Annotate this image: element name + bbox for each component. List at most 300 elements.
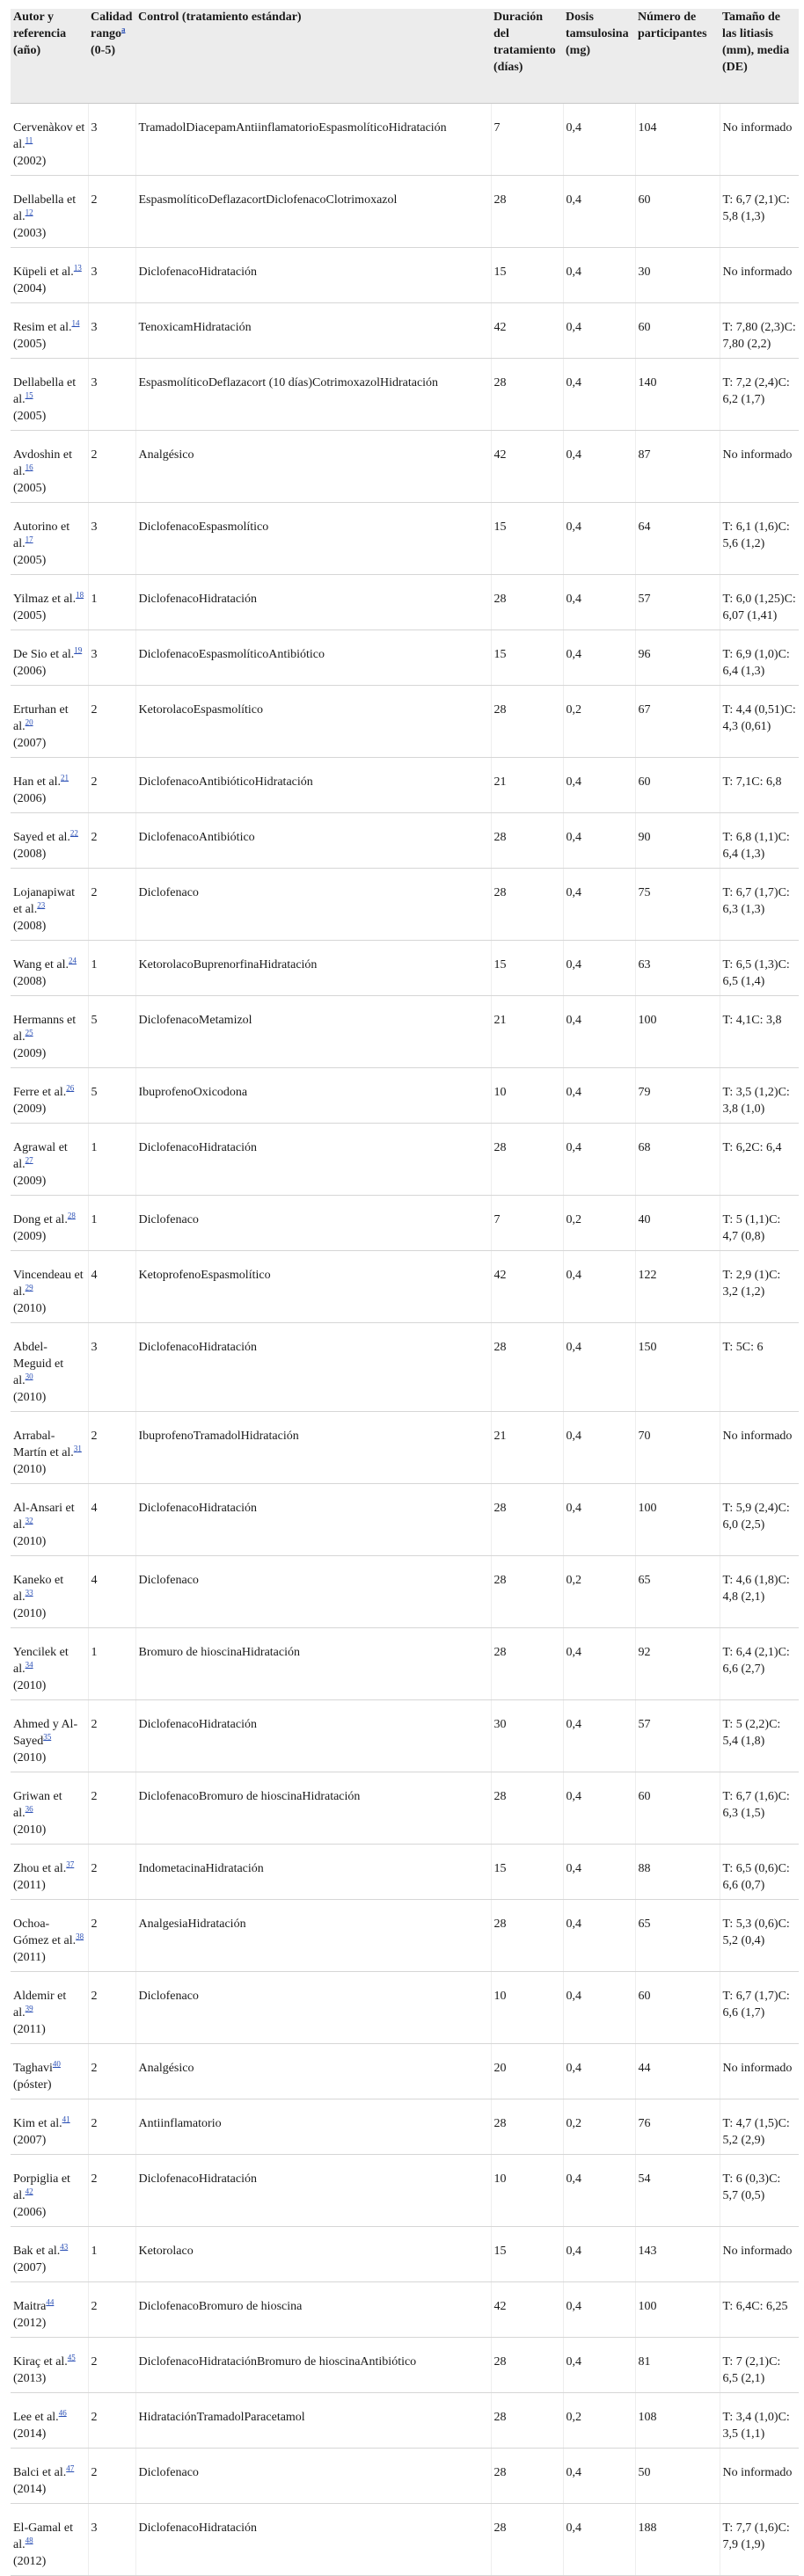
cell-participants: 100 bbox=[635, 2282, 720, 2338]
cell-duration: 28 bbox=[491, 686, 563, 758]
cell-control: DiclofenacoMetamizol bbox=[135, 996, 491, 1068]
table-row bbox=[11, 303, 799, 359]
cell-quality: 1 bbox=[88, 1124, 135, 1196]
reference-link[interactable]: 44 bbox=[46, 2297, 55, 2307]
cell-stone-size: T: 6,7 (2,1)C: 5,8 (1,3) bbox=[720, 176, 799, 248]
cell-quality: 2 bbox=[88, 869, 135, 941]
header-stone-size: Tamaño de las litiasis (mm), media (DE) bbox=[720, 9, 799, 104]
cell-quality: 2 bbox=[88, 2282, 135, 2338]
cell-duration: 28 bbox=[491, 575, 563, 630]
cell-participants: 40 bbox=[635, 1196, 720, 1251]
cell-duration: 7 bbox=[491, 104, 563, 176]
cell-dose: 0,4 bbox=[563, 2449, 635, 2504]
cell-author: Sayed et al.$^{22}$ (2008) bbox=[11, 813, 88, 869]
cell-author: Autorino et al.$^{17}$ (2005) bbox=[11, 503, 88, 575]
cell-dose: 0,4 bbox=[563, 2155, 635, 2227]
cell-author: Balci et al.$^{47}$ (2014) bbox=[11, 2449, 88, 2504]
cell-participants: 44 bbox=[635, 2044, 720, 2099]
table-row bbox=[11, 176, 799, 248]
cell-duration: 28 bbox=[491, 2504, 563, 2576]
cell-dose: 0,4 bbox=[563, 1068, 635, 1124]
table-row bbox=[11, 1556, 799, 1628]
cell-participants: 96 bbox=[635, 630, 720, 686]
cell-control: DiclofenacoHidrataciónBromuro de hioscinaAntibiótico bbox=[135, 2338, 491, 2393]
cell-duration: 30 bbox=[491, 1700, 563, 1772]
cell-duration: 28 bbox=[491, 359, 563, 431]
cell-author: El-Gamal et al.$^{48}$ (2012) bbox=[11, 2504, 88, 2576]
cell-stone-size: T: 6,4 (2,1)C: 6,6 (2,7) bbox=[720, 1628, 799, 1700]
reference-link[interactable]: 27 bbox=[25, 1155, 33, 1165]
cell-duration: 28 bbox=[491, 2393, 563, 2449]
cell-stone-size: T: 4,6 (1,8)C: 4,8 (2,1) bbox=[720, 1556, 799, 1628]
table-row bbox=[11, 1251, 799, 1323]
table-row bbox=[11, 575, 799, 630]
cell-stone-size: T: 6,7 (1,7)C: 6,3 (1,3) bbox=[720, 869, 799, 941]
reference-link[interactable]: 26 bbox=[66, 1083, 75, 1093]
cell-dose: 0,4 bbox=[563, 2504, 635, 2576]
cell-stone-size: T: 7,7 (1,6)C: 7,9 (1,9) bbox=[720, 2504, 799, 2576]
table-row bbox=[11, 2393, 799, 2449]
cell-control: Diclofenaco bbox=[135, 1972, 491, 2044]
table-row bbox=[11, 2099, 799, 2155]
cell-quality: 4 bbox=[88, 1251, 135, 1323]
reference-link[interactable]: 43 bbox=[60, 2242, 69, 2252]
reference-link[interactable]: 46 bbox=[58, 2408, 67, 2418]
cell-author: Dong et al.$^{28}$ (2009) bbox=[11, 1196, 88, 1251]
cell-author: Kim et al.$^{41}$ (2007) bbox=[11, 2099, 88, 2155]
cell-dose: 0,2 bbox=[563, 686, 635, 758]
cell-control: IbuprofenoTramadolHidratación bbox=[135, 1412, 491, 1484]
cell-author: Agrawal et al.$^{27}$ (2009) bbox=[11, 1124, 88, 1196]
table-header bbox=[11, 9, 799, 104]
studies-table bbox=[11, 9, 799, 2576]
cell-dose: 0,4 bbox=[563, 813, 635, 869]
cell-author: Abdel-Meguid et al.$^{30}$ (2010) bbox=[11, 1323, 88, 1412]
cell-participants: 60 bbox=[635, 176, 720, 248]
cell-control: Diclofenaco bbox=[135, 1556, 491, 1628]
reference-link[interactable]: 15 bbox=[25, 390, 33, 400]
cell-duration: 21 bbox=[491, 1412, 563, 1484]
cell-dose: 0,4 bbox=[563, 104, 635, 176]
header-duration: Duración del tratamiento (días) bbox=[491, 9, 563, 104]
reference-link[interactable]: 32 bbox=[25, 1516, 33, 1525]
cell-stone-size: T: 3,5 (1,2)C: 3,8 (1,0) bbox=[720, 1068, 799, 1124]
cell-dose: 0,2 bbox=[563, 2393, 635, 2449]
cell-participants: 57 bbox=[635, 1700, 720, 1772]
cell-stone-size: T: 7,1C: 6,8 bbox=[720, 758, 799, 813]
reference-link[interactable]: 42 bbox=[25, 2187, 33, 2196]
cell-stone-size: T: 6,5 (1,3)C: 6,5 (1,4) bbox=[720, 941, 799, 996]
cell-author: Dellabella et al.$^{12}$ (2003) bbox=[11, 176, 88, 248]
table-row bbox=[11, 2504, 799, 2576]
cell-participants: 60 bbox=[635, 758, 720, 813]
table-row bbox=[11, 2155, 799, 2227]
reference-link[interactable]: 41 bbox=[62, 2114, 70, 2124]
cell-quality: 3 bbox=[88, 104, 135, 176]
cell-dose: 0,4 bbox=[563, 575, 635, 630]
cell-author: De Sio et al.$^{19}$ (2006) bbox=[11, 630, 88, 686]
cell-dose: 0,4 bbox=[563, 248, 635, 303]
cell-participants: 108 bbox=[635, 2393, 720, 2449]
cell-author: Yilmaz et al.$^{18}$ (2005) bbox=[11, 575, 88, 630]
reference-link[interactable]: 22 bbox=[69, 828, 78, 838]
cell-author: Porpiglia et al.$^{42}$ (2006) bbox=[11, 2155, 88, 2227]
cell-participants: 140 bbox=[635, 359, 720, 431]
cell-stone-size: T: 6,8 (1,1)C: 6,4 (1,3) bbox=[720, 813, 799, 869]
cell-author: Lee et al.$^{46}$ (2014) bbox=[11, 2393, 88, 2449]
table-row bbox=[11, 2227, 799, 2282]
cell-dose: 0,4 bbox=[563, 1484, 635, 1556]
table-row bbox=[11, 1772, 799, 1845]
table-row bbox=[11, 630, 799, 686]
cell-dose: 0,4 bbox=[563, 1251, 635, 1323]
cell-dose: 0,4 bbox=[563, 1124, 635, 1196]
cell-author: Taghavi$^{40}$ (póster) bbox=[11, 2044, 88, 2099]
reference-link[interactable]: 17 bbox=[25, 535, 33, 544]
cell-participants: 65 bbox=[635, 1556, 720, 1628]
cell-stone-size: T: 6,7 (1,6)C: 6,3 (1,5) bbox=[720, 1772, 799, 1845]
header-quality: Calidad rango$^a$ (0-5) bbox=[88, 9, 135, 104]
table-row bbox=[11, 503, 799, 575]
cell-control: KetorolacoBuprenorfinaHidratación bbox=[135, 941, 491, 996]
cell-control: Diclofenaco bbox=[135, 1196, 491, 1251]
reference-link[interactable]: 34 bbox=[25, 1660, 33, 1670]
reference-link[interactable]: 21 bbox=[61, 773, 69, 782]
cell-quality: 3 bbox=[88, 359, 135, 431]
cell-quality: 4 bbox=[88, 1556, 135, 1628]
cell-duration: 28 bbox=[491, 2099, 563, 2155]
table-row bbox=[11, 1068, 799, 1124]
cell-quality: 2 bbox=[88, 176, 135, 248]
cell-quality: 2 bbox=[88, 758, 135, 813]
cell-participants: 63 bbox=[635, 941, 720, 996]
cell-dose: 0,4 bbox=[563, 2044, 635, 2099]
reference-link[interactable]: 37 bbox=[66, 1859, 75, 1869]
cell-control: DiclofenacoHidratación bbox=[135, 1323, 491, 1412]
cell-dose: 0,4 bbox=[563, 1700, 635, 1772]
reference-link[interactable]: 16 bbox=[25, 462, 33, 472]
cell-dose: 0,4 bbox=[563, 1845, 635, 1900]
cell-duration: 28 bbox=[491, 869, 563, 941]
reference-link[interactable]: 28 bbox=[67, 1211, 76, 1220]
cell-control: IndometacinaHidratación bbox=[135, 1845, 491, 1900]
cell-control: DiclofenacoHidratación bbox=[135, 2155, 491, 2227]
cell-quality: 1 bbox=[88, 2227, 135, 2282]
cell-quality: 2 bbox=[88, 1845, 135, 1900]
cell-stone-size: T: 5 (2,2)C: 5,4 (1,8) bbox=[720, 1700, 799, 1772]
reference-link[interactable]: 24 bbox=[69, 956, 77, 965]
table-row bbox=[11, 1196, 799, 1251]
cell-control: IbuprofenoOxicodona bbox=[135, 1068, 491, 1124]
cell-participants: 68 bbox=[635, 1124, 720, 1196]
cell-dose: 0,4 bbox=[563, 1412, 635, 1484]
cell-duration: 28 bbox=[491, 1556, 563, 1628]
cell-dose: 0,4 bbox=[563, 2227, 635, 2282]
cell-participants: 188 bbox=[635, 2504, 720, 2576]
reference-link[interactable]: 30 bbox=[25, 1372, 33, 1381]
cell-author: Griwan et al.$^{36}$ (2010) bbox=[11, 1772, 88, 1845]
cell-participants: 81 bbox=[635, 2338, 720, 2393]
reference-link[interactable]: 29 bbox=[25, 1283, 33, 1292]
cell-author: Yencilek et al.$^{34}$ (2010) bbox=[11, 1628, 88, 1700]
reference-link[interactable]: 12 bbox=[25, 207, 33, 217]
cell-control: Analgésico bbox=[135, 2044, 491, 2099]
reference-link[interactable]: 11 bbox=[25, 135, 33, 145]
table-row bbox=[11, 359, 799, 431]
table-row bbox=[11, 1845, 799, 1900]
cell-author: Resim et al.$^{14}$ (2005) bbox=[11, 303, 88, 359]
cell-author: Lojanapiwat et al.$^{23}$ (2008) bbox=[11, 869, 88, 941]
cell-dose: 0,4 bbox=[563, 630, 635, 686]
cell-duration: 42 bbox=[491, 1251, 563, 1323]
cell-stone-size: T: 6,1 (1,6)C: 5,6 (1,2) bbox=[720, 503, 799, 575]
cell-stone-size: T: 6,2C: 6,4 bbox=[720, 1124, 799, 1196]
cell-duration: 15 bbox=[491, 2227, 563, 2282]
cell-duration: 15 bbox=[491, 1845, 563, 1900]
cell-quality: 2 bbox=[88, 2044, 135, 2099]
reference-link[interactable]: 13 bbox=[73, 263, 82, 273]
table-row bbox=[11, 686, 799, 758]
reference-link[interactable]: 19 bbox=[74, 645, 83, 655]
cell-stone-size: T: 6 (0,3)C: 5,7 (0,5) bbox=[720, 2155, 799, 2227]
cell-author: Ferre et al.$^{26}$ (2009) bbox=[11, 1068, 88, 1124]
cell-author: Dellabella et al.$^{15}$ (2005) bbox=[11, 359, 88, 431]
cell-duration: 42 bbox=[491, 2282, 563, 2338]
cell-author: Arrabal-Martín et al.$^{31}$ (2010) bbox=[11, 1412, 88, 1484]
cell-quality: 3 bbox=[88, 630, 135, 686]
cell-stone-size: T: 7,80 (2,3)C: 7,80 (2,2) bbox=[720, 303, 799, 359]
cell-quality: 5 bbox=[88, 996, 135, 1068]
table-row bbox=[11, 2449, 799, 2504]
cell-dose: 0,4 bbox=[563, 2338, 635, 2393]
cell-dose: 0,4 bbox=[563, 359, 635, 431]
reference-link[interactable]: 36 bbox=[25, 1804, 33, 1814]
reference-link[interactable]: 40 bbox=[52, 2059, 61, 2069]
cell-control: Ketorolaco bbox=[135, 2227, 491, 2282]
cell-dose: 0,4 bbox=[563, 1972, 635, 2044]
cell-author: Cervenàkov et al.$^{11}$ (2002) bbox=[11, 104, 88, 176]
cell-author: Ochoa-Gómez et al.$^{38}$ (2011) bbox=[11, 1900, 88, 1972]
cell-quality: 3 bbox=[88, 503, 135, 575]
cell-participants: 76 bbox=[635, 2099, 720, 2155]
table-row bbox=[11, 869, 799, 941]
cell-stone-size: T: 5 (1,1)C: 4,7 (0,8) bbox=[720, 1196, 799, 1251]
reference-link[interactable]: 31 bbox=[73, 1444, 82, 1453]
cell-stone-size: No informado bbox=[720, 1412, 799, 1484]
table-row bbox=[11, 2044, 799, 2099]
footnote-link[interactable]: a bbox=[121, 25, 126, 34]
cell-participants: 65 bbox=[635, 1900, 720, 1972]
cell-stone-size: T: 6,0 (1,25)C: 6,07 (1,41) bbox=[720, 575, 799, 630]
cell-duration: 28 bbox=[491, 1772, 563, 1845]
reference-link[interactable]: 35 bbox=[43, 1732, 52, 1742]
cell-dose: 0,4 bbox=[563, 176, 635, 248]
cell-quality: 2 bbox=[88, 2099, 135, 2155]
cell-dose: 0,4 bbox=[563, 758, 635, 813]
cell-dose: 0,4 bbox=[563, 941, 635, 996]
cell-quality: 2 bbox=[88, 1772, 135, 1845]
cell-author: Ahmed y Al-Sayed$^{35}$ (2010) bbox=[11, 1700, 88, 1772]
cell-control: AnalgesiaHidratación bbox=[135, 1900, 491, 1972]
table-row bbox=[11, 1628, 799, 1700]
cell-author: Bak et al.$^{43}$ (2007) bbox=[11, 2227, 88, 2282]
cell-duration: 28 bbox=[491, 176, 563, 248]
cell-duration: 15 bbox=[491, 503, 563, 575]
cell-duration: 28 bbox=[491, 1124, 563, 1196]
cell-control: EspasmolíticoDeflazacortDiclofenacoClotrimoxazol bbox=[135, 176, 491, 248]
cell-stone-size: T: 5,3 (0,6)C: 5,2 (0,4) bbox=[720, 1900, 799, 1972]
cell-dose: 0,4 bbox=[563, 1772, 635, 1845]
cell-participants: 60 bbox=[635, 1972, 720, 2044]
cell-duration: 15 bbox=[491, 630, 563, 686]
cell-quality: 3 bbox=[88, 1323, 135, 1412]
cell-participants: 143 bbox=[635, 2227, 720, 2282]
cell-control: DiclofenacoAntibióticoHidratación bbox=[135, 758, 491, 813]
header-dose: Dosis tamsulosina (mg) bbox=[563, 9, 635, 104]
cell-stone-size: No informado bbox=[720, 104, 799, 176]
table-row bbox=[11, 758, 799, 813]
table-row bbox=[11, 1484, 799, 1556]
cell-stone-size: T: 6,7 (1,7)C: 6,6 (1,7) bbox=[720, 1972, 799, 2044]
cell-stone-size: No informado bbox=[720, 2449, 799, 2504]
cell-author: Kaneko et al.$^{33}$ (2010) bbox=[11, 1556, 88, 1628]
cell-stone-size: T: 4,4 (0,51)C: 4,3 (0,61) bbox=[720, 686, 799, 758]
cell-participants: 87 bbox=[635, 431, 720, 503]
cell-quality: 2 bbox=[88, 431, 135, 503]
cell-control: DiclofenacoEspasmolítico bbox=[135, 503, 491, 575]
reference-link[interactable]: 38 bbox=[76, 1932, 84, 1941]
cell-duration: 28 bbox=[491, 813, 563, 869]
cell-quality: 2 bbox=[88, 1972, 135, 2044]
cell-duration: 7 bbox=[491, 1196, 563, 1251]
cell-duration: 21 bbox=[491, 996, 563, 1068]
cell-stone-size: No informado bbox=[720, 431, 799, 503]
cell-author: Hermanns et al.$^{25}$ (2009) bbox=[11, 996, 88, 1068]
cell-dose: 0,4 bbox=[563, 1628, 635, 1700]
cell-control: DiclofenacoHidratación bbox=[135, 248, 491, 303]
cell-stone-size: T: 5,9 (2,4)C: 6,0 (2,5) bbox=[720, 1484, 799, 1556]
cell-author: Avdoshin et al.$^{16}$ (2005) bbox=[11, 431, 88, 503]
cell-quality: 2 bbox=[88, 1700, 135, 1772]
cell-quality: 2 bbox=[88, 2449, 135, 2504]
cell-stone-size: T: 6,4C: 6,25 bbox=[720, 2282, 799, 2338]
cell-quality: 2 bbox=[88, 2393, 135, 2449]
header-control: Control (tratamiento estándar) bbox=[135, 9, 491, 104]
cell-quality: 2 bbox=[88, 1900, 135, 1972]
cell-duration: 42 bbox=[491, 303, 563, 359]
cell-control: KetorolacoEspasmolítico bbox=[135, 686, 491, 758]
table-row bbox=[11, 2338, 799, 2393]
cell-participants: 88 bbox=[635, 1845, 720, 1900]
cell-author: Kiraç et al.$^{45}$ (2013) bbox=[11, 2338, 88, 2393]
cell-participants: 54 bbox=[635, 2155, 720, 2227]
reference-link[interactable]: 45 bbox=[67, 2353, 76, 2362]
cell-dose: 0,2 bbox=[563, 2099, 635, 2155]
cell-stone-size: T: 5C: 6 bbox=[720, 1323, 799, 1412]
cell-dose: 0,4 bbox=[563, 869, 635, 941]
reference-link[interactable]: 20 bbox=[25, 717, 33, 727]
table-row bbox=[11, 996, 799, 1068]
cell-participants: 150 bbox=[635, 1323, 720, 1412]
cell-participants: 100 bbox=[635, 1484, 720, 1556]
cell-dose: 0,4 bbox=[563, 503, 635, 575]
cell-duration: 28 bbox=[491, 1628, 563, 1700]
cell-author: Erturhan et al.$^{20}$ (2007) bbox=[11, 686, 88, 758]
cell-stone-size: No informado bbox=[720, 2227, 799, 2282]
cell-duration: 20 bbox=[491, 2044, 563, 2099]
cell-participants: 104 bbox=[635, 104, 720, 176]
table-row bbox=[11, 1900, 799, 1972]
cell-participants: 90 bbox=[635, 813, 720, 869]
cell-duration: 28 bbox=[491, 2449, 563, 2504]
cell-duration: 10 bbox=[491, 1068, 563, 1124]
cell-control: DiclofenacoAntibiótico bbox=[135, 813, 491, 869]
reference-link[interactable]: 47 bbox=[66, 2463, 75, 2473]
reference-link[interactable]: 33 bbox=[25, 1588, 33, 1597]
cell-control: DiclofenacoHidratación bbox=[135, 2504, 491, 2576]
cell-quality: 2 bbox=[88, 686, 135, 758]
cell-quality: 2 bbox=[88, 813, 135, 869]
reference-link[interactable]: 48 bbox=[25, 2536, 33, 2545]
reference-link[interactable]: 39 bbox=[25, 2004, 33, 2013]
table-row bbox=[11, 1700, 799, 1772]
cell-control: DiclofenacoBromuro de hioscina bbox=[135, 2282, 491, 2338]
cell-dose: 0,2 bbox=[563, 1556, 635, 1628]
cell-control: HidrataciónTramadolParacetamol bbox=[135, 2393, 491, 2449]
table-row bbox=[11, 813, 799, 869]
cell-dose: 0,4 bbox=[563, 1900, 635, 1972]
table-row bbox=[11, 1124, 799, 1196]
table-body bbox=[11, 104, 799, 2576]
cell-duration: 10 bbox=[491, 2155, 563, 2227]
cell-quality: 3 bbox=[88, 2504, 135, 2576]
cell-control: TenoxicamHidratación bbox=[135, 303, 491, 359]
cell-duration: 15 bbox=[491, 941, 563, 996]
cell-participants: 75 bbox=[635, 869, 720, 941]
cell-participants: 92 bbox=[635, 1628, 720, 1700]
cell-participants: 30 bbox=[635, 248, 720, 303]
cell-stone-size: T: 6,9 (1,0)C: 6,4 (1,3) bbox=[720, 630, 799, 686]
cell-stone-size: No informado bbox=[720, 2044, 799, 2099]
cell-quality: 1 bbox=[88, 575, 135, 630]
table-row bbox=[11, 941, 799, 996]
table-row bbox=[11, 1972, 799, 2044]
cell-dose: 0,2 bbox=[563, 1196, 635, 1251]
cell-quality: 5 bbox=[88, 1068, 135, 1124]
cell-control: KetoprofenoEspasmolítico bbox=[135, 1251, 491, 1323]
reference-link[interactable]: 23 bbox=[37, 900, 46, 910]
cell-quality: 2 bbox=[88, 2155, 135, 2227]
cell-duration: 42 bbox=[491, 431, 563, 503]
cell-duration: 28 bbox=[491, 1900, 563, 1972]
cell-stone-size: T: 2,9 (1)C: 3,2 (1,2) bbox=[720, 1251, 799, 1323]
header-row bbox=[11, 9, 799, 104]
table-row bbox=[11, 1323, 799, 1412]
cell-control: Antiinflamatorio bbox=[135, 2099, 491, 2155]
cell-quality: 3 bbox=[88, 303, 135, 359]
cell-dose: 0,4 bbox=[563, 996, 635, 1068]
reference-link[interactable]: 18 bbox=[76, 590, 84, 600]
reference-link[interactable]: 14 bbox=[71, 318, 80, 328]
cell-control: Bromuro de hioscinaHidratación bbox=[135, 1628, 491, 1700]
cell-control: DiclofenacoHidratación bbox=[135, 1484, 491, 1556]
reference-link[interactable]: 25 bbox=[25, 1028, 33, 1037]
cell-participants: 79 bbox=[635, 1068, 720, 1124]
cell-control: Diclofenaco bbox=[135, 869, 491, 941]
cell-author: Al-Ansari et al.$^{32}$ (2010) bbox=[11, 1484, 88, 1556]
cell-control: Diclofenaco bbox=[135, 2449, 491, 2504]
cell-quality: 3 bbox=[88, 248, 135, 303]
